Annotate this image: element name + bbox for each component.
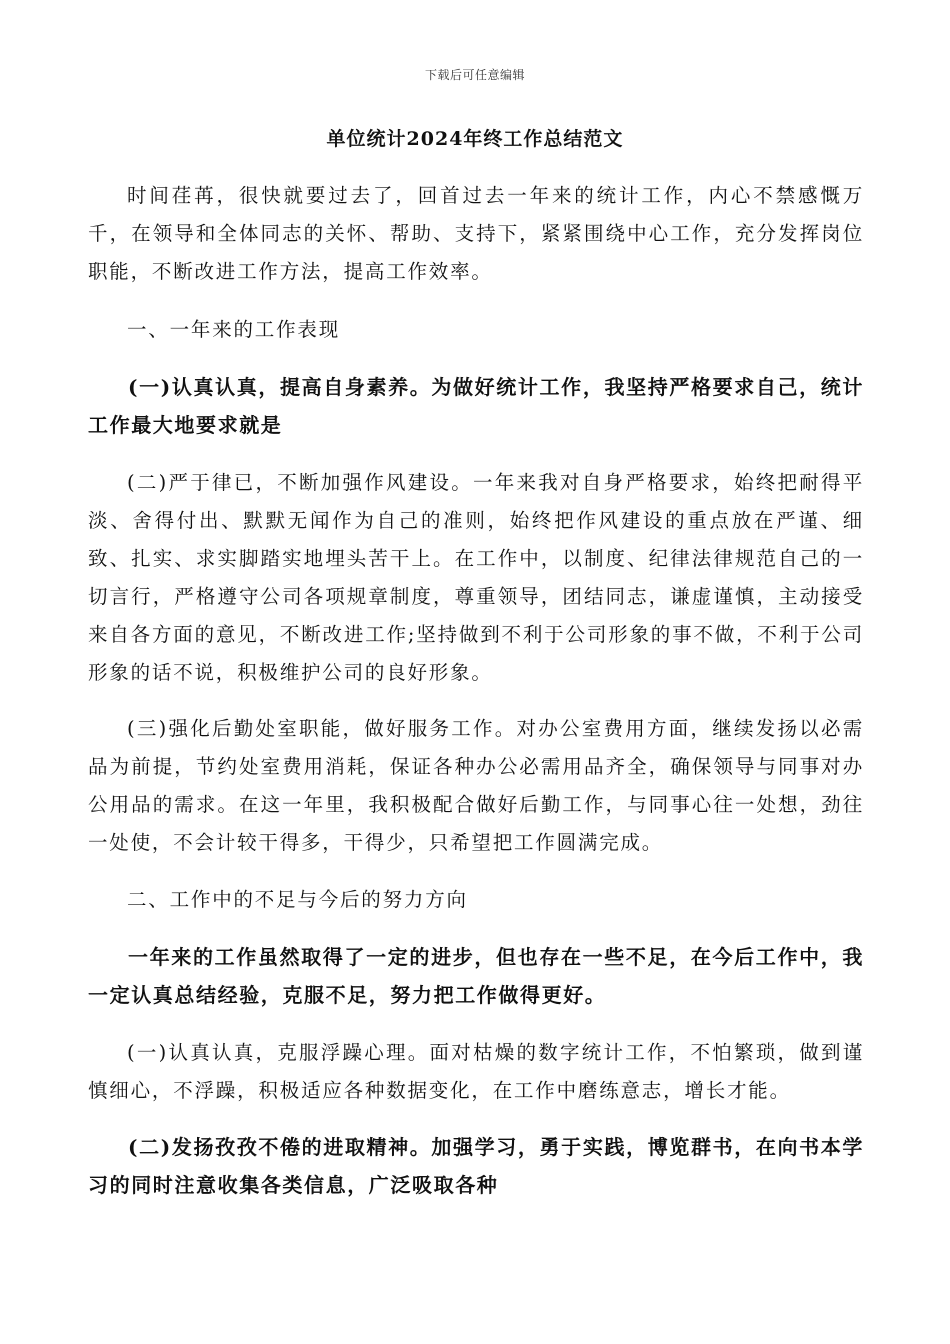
intro-paragraph: 时间荏苒，很快就要过去了，回首过去一年来的统计工作，内心不禁感慨万千，在领导和全体同志的关怀、帮助、支持下，紧紧围绕中心工作，充分发挥岗位职能，不断改进工作方法，提高工作效率。 (88, 184, 864, 283)
subsection-paragraph-3: (三)强化后勤处室职能，做好服务工作。对办公室费用方面，继续发扬以必需品为前提，节约处室费用消耗，保证各种办公必需用品齐全，确保领导与同事对办公用品的需求。在这一年里，我积极配合做好后勤工作，与同事心往一处想，劲往一处使，不会计较干得多，干得少，只希望把工作圆满完成。 (88, 717, 864, 854)
subsection-paragraph-1: (一)认真认真，提高自身素养。为做好统计工作，我坚持严格要求自己，统计工作最大地要求就是 (88, 375, 864, 437)
section-heading-2: 二、工作中的不足与今后的努力方向 (127, 888, 468, 911)
page-header: 下载后可任意编辑 (424, 68, 525, 82)
document-title: 单位统计2024年终工作总结范文 (326, 128, 624, 150)
section-heading-1: 一、一年来的工作表现 (127, 318, 341, 341)
improvement-paragraph-1: (一)认真认真，克服浮躁心理。面对枯燥的数字统计工作，不怕繁琐，做到谨慎细心，不浮躁，积极适应各种数据变化，在工作中磨练意志，增长才能。 (88, 1041, 864, 1102)
summary-paragraph: 一年来的工作虽然取得了一定的进步，但也存在一些不足，在今后工作中，我一定认真总结经验，克服不足，努力把工作做得更好。 (88, 945, 864, 1007)
subsection-paragraph-2: (二)严于律已，不断加强作风建设。一年来我对自身严格要求，始终把耐得平淡、舍得付出、默默无闻作为自己的准则，始终把作风建设的重点放在严谨、细致、扎实、求实脚踏实地埋头苦干上。在工作中，以制度、纪律法律规范自己的一切言行，严格遵守公司各项规章制度，尊重领导，团结同志，谦虚谨慎，主动接受来自各方面的意见，不断改进工作;坚持做到不利于公司形象的事不做，不利于公司形象的话不说，积极维护公司的良好形象。 (88, 471, 864, 684)
improvement-paragraph-2: (二)发扬孜孜不倦的进取精神。加强学习，勇于实践，博览群书，在向书本学习的同时注意收集各类信息，广泛吸取各种 (88, 1135, 864, 1197)
